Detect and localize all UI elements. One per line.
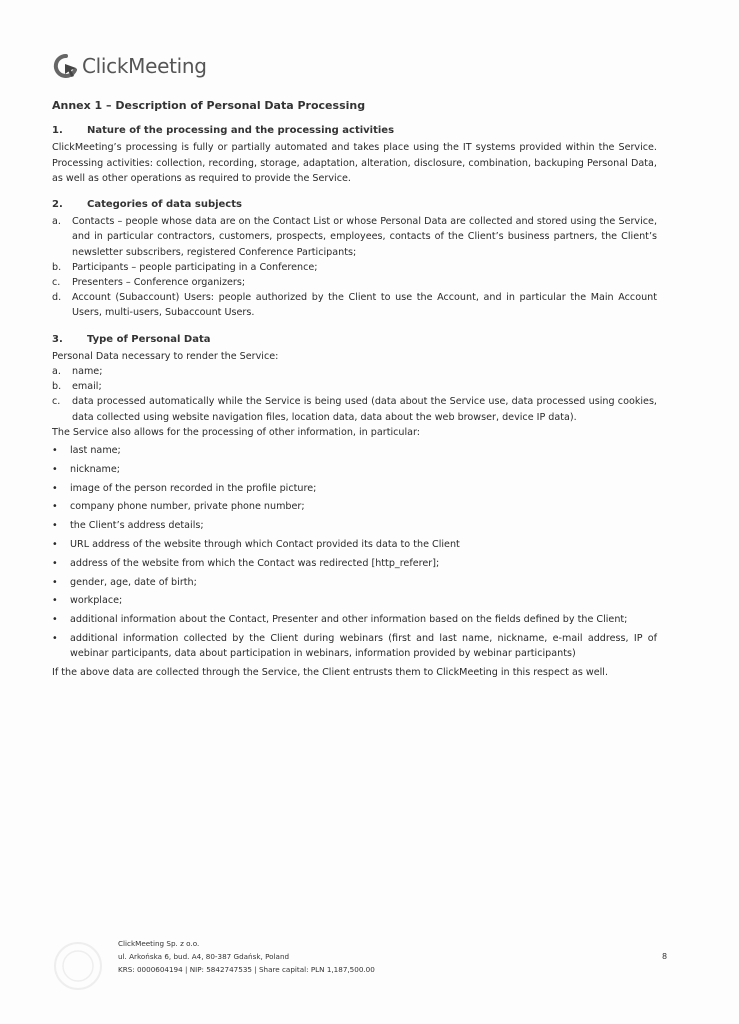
bullet-item: [52, 499, 657, 514]
list-marker: a.: [52, 216, 61, 228]
bullet-icon: •: [52, 576, 58, 588]
list-text: Presenters – Conference organizers;: [72, 277, 246, 289]
other-information-list: [52, 443, 657, 661]
bullet-item: [52, 612, 657, 627]
bullet-item: [52, 575, 657, 590]
bullet-text: image of the person recorded in the profile picture;: [70, 482, 317, 494]
personal-data-list: [52, 364, 657, 425]
list-item: [52, 260, 657, 275]
section-heading-2: [52, 197, 657, 212]
list-item: [52, 364, 657, 379]
bullet-icon: •: [52, 595, 58, 607]
bullet-text: nickname;: [70, 463, 121, 475]
bullet-item: [52, 462, 657, 477]
company-footer: [118, 937, 375, 976]
bullet-text: additional information collected by the Client during webinars (first and last name, nickname, e-mail address, IP of webinar participants, data about participation in webinars, information provided by webinar participants): [70, 633, 657, 660]
bullet-icon: •: [52, 557, 58, 569]
bullet-text: the Client’s address details;: [70, 520, 204, 532]
list-text: name;: [72, 366, 103, 378]
closing-paragraph: If the above data are collected through the Service, the Client entrusts them to ClickMeeting in this respect as well.: [52, 667, 609, 679]
section-title: Categories of data subjects: [87, 199, 242, 211]
bullet-text: company phone number, private phone number;: [70, 501, 305, 513]
list-item: [52, 275, 657, 290]
bullet-icon: •: [52, 633, 58, 645]
section-intro: Personal Data necessary to render the Service:: [52, 350, 279, 362]
clickmeeting-logo-icon: [53, 53, 79, 79]
bullet-text: address of the website from which the Contact was redirected [http_referer];: [70, 557, 440, 569]
bullet-text: additional information about the Contact, Presenter and other information based on the fields defined by the Client;: [70, 614, 628, 626]
bullet-icon: •: [52, 445, 58, 457]
list-marker: c.: [52, 277, 61, 289]
bullet-icon: •: [52, 463, 58, 475]
list-text: Account (Subaccount) Users: people authorized by the Client to use the Account, and in particular the Main Account Users, multi-users, Subaccount Users.: [72, 292, 657, 319]
section-title: Nature of the processing and the processing activities: [87, 125, 395, 137]
list-item: [52, 214, 657, 260]
bullet-text: last name;: [70, 445, 121, 457]
list-marker: c.: [52, 396, 61, 408]
list-item: [52, 290, 657, 320]
bullet-icon: •: [52, 501, 58, 513]
section-title: Type of Personal Data: [87, 333, 211, 345]
bullet-item: [52, 518, 657, 533]
bullet-item: [52, 537, 657, 552]
document-body: [52, 98, 657, 680]
page-number: 8: [662, 952, 668, 961]
bullet-item: [52, 556, 657, 571]
list-text: email;: [72, 381, 102, 393]
list-marker: d.: [52, 292, 62, 304]
list-text: data processed automatically while the Service is being used (data about the Service use, data processed using cookies, data collected using website navigation files, location data, data about the web browser, device IP data).: [72, 396, 657, 423]
company-registration: KRS: 0000604194 | NIP: 5842747535 | Share capital: PLN 1,187,500.00: [118, 965, 375, 974]
bullet-item: [52, 481, 657, 496]
company-address: ul. Arkońska 6, bud. A4, 80-387 Gdańsk, Poland: [118, 952, 290, 961]
brand-name: ClickMeeting: [82, 54, 207, 78]
list-marker: a.: [52, 366, 61, 378]
section-number: 3.: [52, 333, 63, 345]
section-number: 2.: [52, 199, 63, 211]
company-name: ClickMeeting Sp. z o.o.: [118, 939, 200, 948]
bullet-item: [52, 593, 657, 608]
list-marker: b.: [52, 381, 62, 393]
bullet-icon: •: [52, 539, 58, 551]
bullet-text: workplace;: [70, 595, 123, 607]
list-item: [52, 394, 657, 424]
list-marker: b.: [52, 261, 62, 273]
bullet-text: URL address of the website through which Contact provided its data to the Client: [70, 539, 460, 551]
bullet-item: [52, 443, 657, 458]
section-intro-2: The Service also allows for the processing of other information, in particular:: [52, 426, 421, 438]
list-text: Contacts – people whose data are on the Contact List or whose Personal Data are collected and stored using the Service, and in particular contractors, customers, prospects, employees, contacts of the Client’s business partners, the Client’s newsletter subscribers, registered Conference Participants;: [72, 216, 657, 258]
faded-stamp-icon: [52, 940, 104, 992]
bullet-icon: •: [52, 482, 58, 494]
list-text: Participants – people participating in a Conference;: [72, 261, 318, 273]
section-heading-3: [52, 332, 657, 347]
page-title: Annex 1 – Description of Personal Data Processing: [52, 99, 366, 112]
bullet-icon: •: [52, 520, 58, 532]
bullet-text: gender, age, date of birth;: [70, 576, 197, 588]
section-heading-1: [52, 123, 657, 138]
bullet-item: [52, 631, 657, 661]
section-paragraph: ClickMeeting’s processing is fully or partially automated and takes place using the IT systems provided within the Service. Processing activities: collection, recording, storage, adaptation, alteration, disclosure, combination, backuping Personal Data, as well as other operations as required to provide the Service.: [52, 142, 657, 184]
data-subjects-list: [52, 214, 657, 320]
list-item: [52, 379, 657, 394]
bullet-icon: •: [52, 614, 58, 626]
section-number: 1.: [52, 125, 63, 137]
clickmeeting-logo: [53, 51, 207, 81]
